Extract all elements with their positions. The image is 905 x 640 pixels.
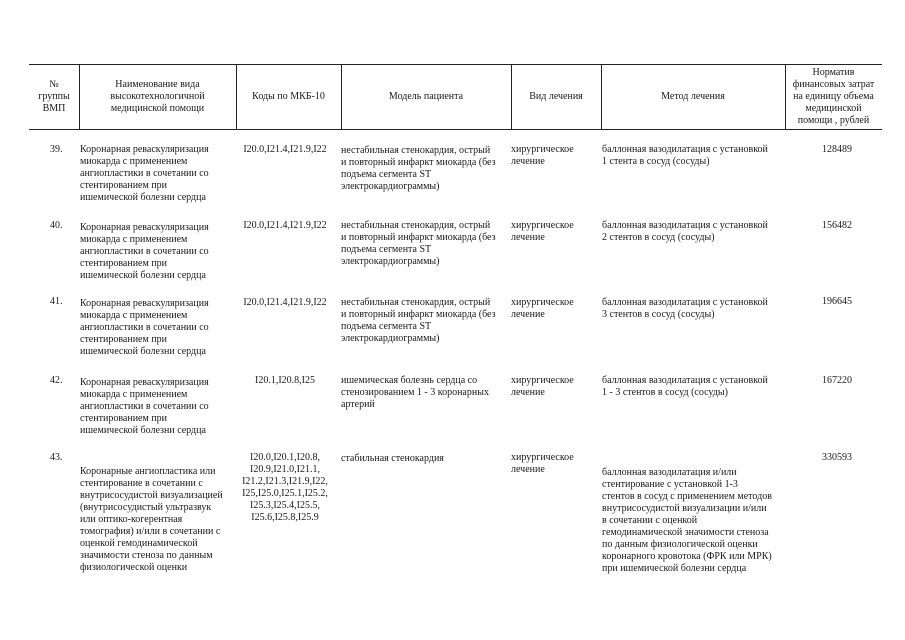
- icd-codes: I20.0,I21.4,I21.9,I22: [243, 144, 327, 155]
- header-care-type-name: Наименование вида высокотехнологичной медицинской помощи: [110, 79, 205, 114]
- row-number: 40.: [50, 220, 63, 231]
- treatment-type: хирургическое лечение: [511, 375, 574, 398]
- header-patient-model: Модель пациента: [388, 91, 464, 102]
- patient-model: нестабильная стенокардия, острый и повторный инфаркт миокарда (без подъема сегмента ST электрокардиограммы): [341, 145, 496, 192]
- header-treatment-type: Вид лечения: [529, 91, 583, 102]
- treatment-type: хирургическое лечение: [511, 297, 574, 320]
- care-type-name: Коронарные ангиопластика или стентирование в сочетании с внутрисосудистой визуализацией (внутрисосудистый ультразвук или оптико-когерентная томография) и/или в сочетании с оценкой гемодинамической значимости стеноза по данным физиологической оценки: [80, 466, 223, 573]
- cost-value: 167220: [822, 375, 852, 386]
- treatment-method: баллонная вазодилатация и/или стентирование с установкой 1-3 стентов в сосуд с применением методов внутрисосудистой визуализации и/или в сочетании с оценкой гемодинамической значимости стеноза по данным физиологической оценки коронарного кровотока (ФРК или МРК) при ишемической болезни сердца: [602, 467, 772, 574]
- icd-codes: I20.1,I20.8,I25: [255, 375, 315, 386]
- treatment-type: хирургическое лечение: [511, 144, 574, 167]
- treatment-method: баллонная вазодилатация с установкой 1 стента в сосуд (сосуды): [602, 144, 768, 167]
- header-group-number: № группы ВМП: [38, 79, 70, 114]
- cost-value: 196645: [822, 296, 852, 307]
- treatment-type: хирургическое лечение: [511, 452, 574, 475]
- patient-model: нестабильная стенокардия, острый и повторный инфаркт миокарда (без подъема сегмента ST электрокардиограммы): [341, 220, 496, 267]
- patient-model: ишемическая болезнь сердца со стенозированием 1 - 3 коронарных артерий: [341, 375, 489, 410]
- cost-value: 128489: [822, 144, 852, 155]
- care-type-name: Коронарная реваскуляризация миокарда с применением ангиопластики в сочетании со стентированием при ишемической болезни сердца: [80, 144, 209, 203]
- header-icd-codes: Коды по МКБ-10: [252, 91, 325, 102]
- icd-codes: I20.0,I21.4,I21.9,I22: [243, 297, 327, 308]
- patient-model: стабильная стенокардия: [341, 453, 444, 464]
- treatment-method: баллонная вазодилатация с установкой 1 - 3 стентов в сосуд (сосуды): [602, 375, 768, 398]
- care-type-name: Коронарная реваскуляризация миокарда с применением ангиопластики в сочетании со стентированием при ишемической болезни сердца: [80, 222, 209, 281]
- treatment-method: баллонная вазодилатация с установкой 2 стентов в сосуд (сосуды): [602, 220, 768, 243]
- cost-value: 330593: [822, 452, 852, 463]
- table-header: [29, 64, 882, 130]
- icd-codes: I20.0,I21.4,I21.9,I22: [243, 220, 327, 231]
- row-number: 43.: [50, 452, 63, 463]
- care-type-name: Коронарная реваскуляризация миокарда с применением ангиопластики в сочетании со стентированием при ишемической болезни сердца: [80, 377, 209, 436]
- care-type-name: Коронарная реваскуляризация миокарда с применением ангиопластики в сочетании со стентированием при ишемической болезни сердца: [80, 298, 209, 357]
- patient-model: нестабильная стенокардия, острый и повторный инфаркт миокарда (без подъема сегмента ST электрокардиограммы): [341, 297, 496, 344]
- row-number: 42.: [50, 375, 63, 386]
- row-number: 39.: [50, 144, 63, 155]
- cost-value: 156482: [822, 220, 852, 231]
- treatment-type: хирургическое лечение: [511, 220, 574, 243]
- icd-codes: I20.0,I20.1,I20.8, I20.9,I21.0,I21.1, I21.2,I21.3,I21.9,I22, I25,I25.0,I25.1,I25.2, I25.3,I25.4,I25.5, I25.6,I25.8,I25.9: [242, 452, 328, 523]
- header-treatment-method: Метод лечения: [661, 91, 725, 102]
- treatment-method: баллонная вазодилатация с установкой 3 стентов в сосуд (сосуды): [602, 297, 768, 320]
- row-number: 41.: [50, 296, 63, 307]
- header-cost-norm: Норматив финансовых затрат на единицу объема медицинской помощи , рублей: [792, 67, 875, 126]
